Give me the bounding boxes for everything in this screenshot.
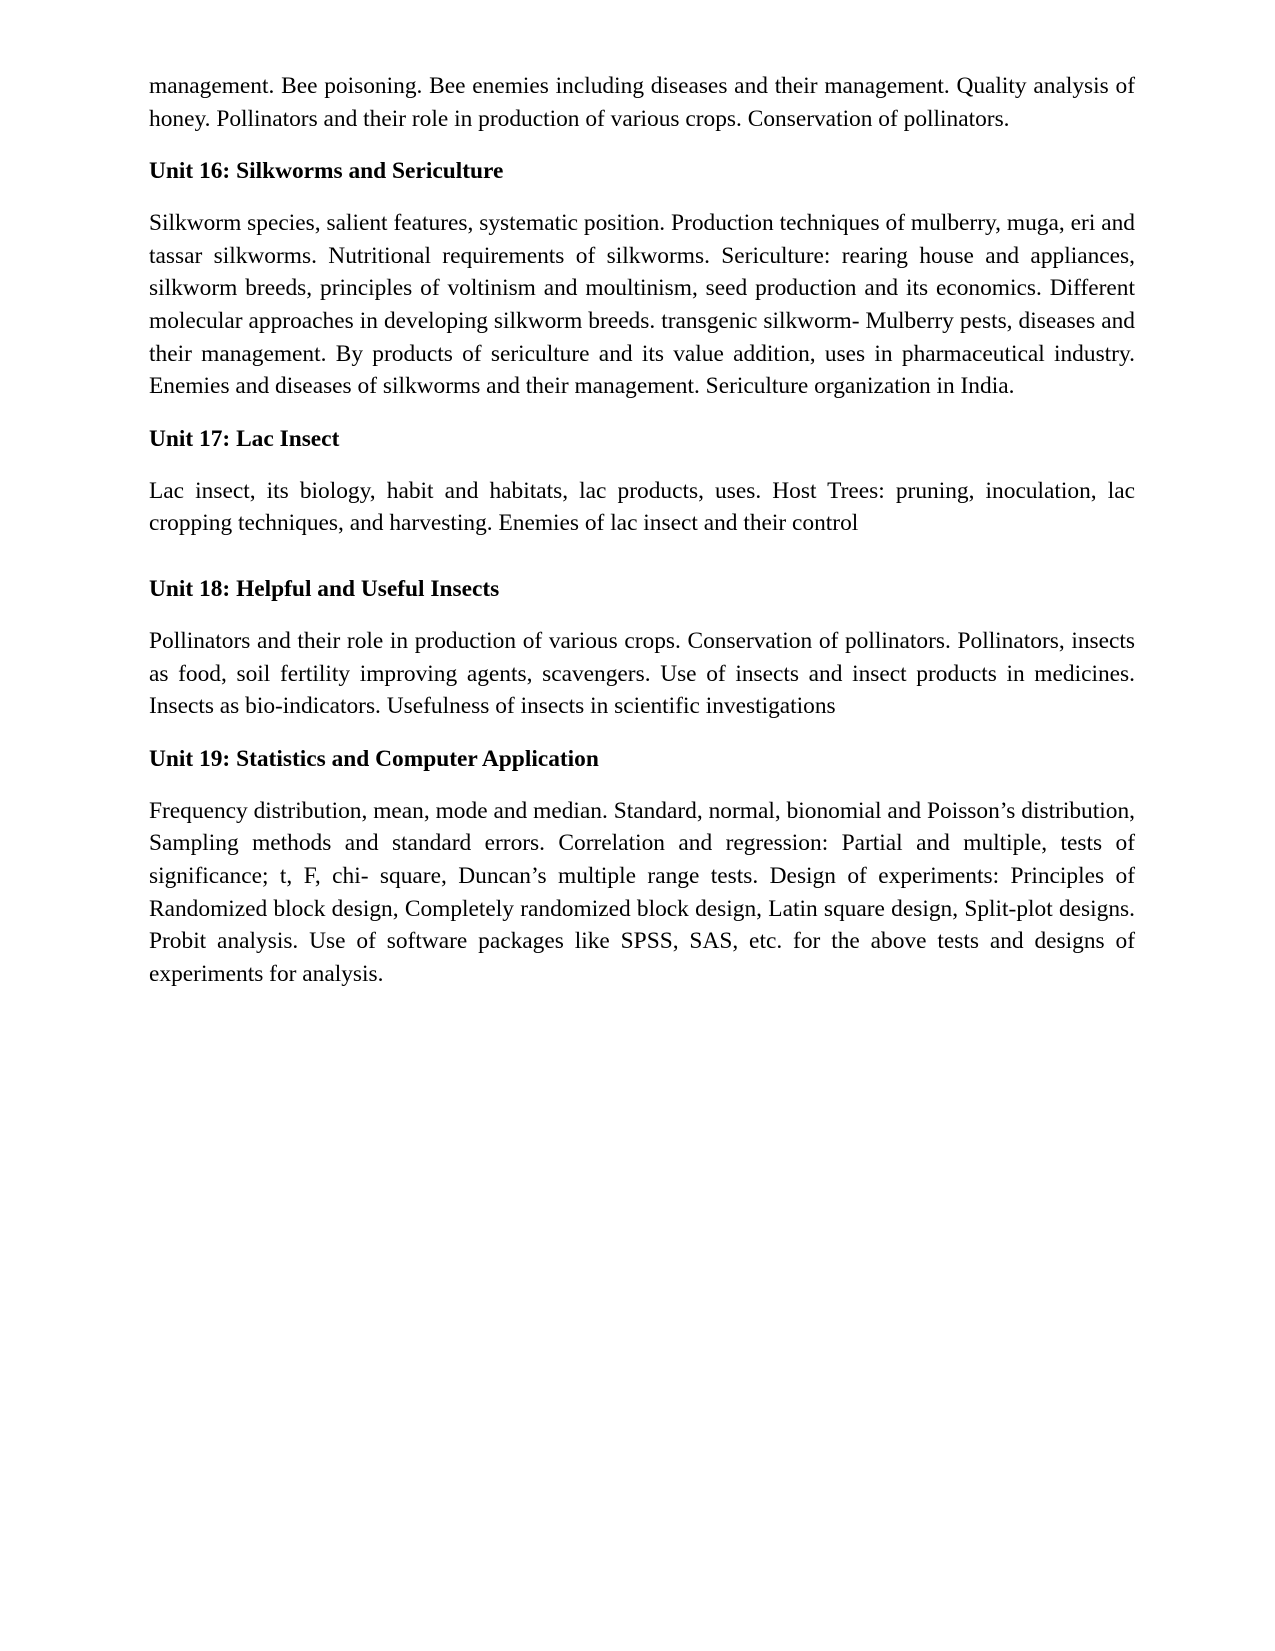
unit-16-body: Silkworm species, salient features, systematic position. Production techniques of mulberry, muga, eri and tassar silkworms. Nutritional requirements of silkworms. Sericulture: rearing house and appliances, silkworm breeds, principles of voltinism and moultinism, seed production and its economics. Different molecular approaches in developing silkworm breeds. transgenic silkworm- Mulberry pests, diseases and their management. By products of sericulture and its value addition, uses in pharmaceutical industry. Enemies and diseases of silkworms and their management. Sericulture organization in India. xyxy=(149,210,1135,400)
unit-18-body: Pollinators and their role in production of various crops. Conservation of pollinators. Pollinators, insects as food, soil fertility improving agents, scavengers. Use of insects and insect products in medicines. Insects as bio-indicators. Usefulness of insects in scientific investigations xyxy=(149,627,1135,720)
spacer xyxy=(149,605,1135,625)
spacer xyxy=(149,723,1135,743)
unit-19-body: Frequency distribution, mean, mode and median. Standard, normal, bionomial and Poisson’s distribution, Sampling methods and standard errors. Correlation and regression: Partial and multiple, tests of significance; t, F, chi- square, Duncan’s multiple range tests. Design of experiments: Principles of Randomized block design, Completely randomized block design, Latin square design, Split-plot designs. Probit analysis. Use of software packages like SPSS, SAS, etc. for the above tests and designs of experiments for analysis. xyxy=(149,797,1135,987)
unit-17-body: Lac insect, its biology, habit and habitats, lac products, uses. Host Trees: pruning, inoculation, lac cropping techniques, and harvesting. Enemies of lac insect and their control xyxy=(149,477,1135,537)
unit-16-heading: Unit 16: Silkworms and Sericulture xyxy=(149,158,504,185)
spacer xyxy=(149,403,1135,423)
spacer xyxy=(149,135,1135,155)
spacer xyxy=(149,775,1135,795)
spacer xyxy=(149,540,1135,573)
unit-19-heading: Unit 19: Statistics and Computer Application xyxy=(149,745,599,772)
spacer xyxy=(149,187,1135,207)
unit-18-heading: Unit 18: Helpful and Useful Insects xyxy=(149,575,500,602)
intro-paragraph: management. Bee poisoning. Bee enemies including diseases and their management. Quality analysis of honey. Pollinators and their role in production of various crops. Conservation of pollinators. xyxy=(149,73,1135,132)
document-page xyxy=(149,70,1135,990)
unit-17-heading: Unit 17: Lac Insect xyxy=(149,425,340,452)
spacer xyxy=(149,455,1135,475)
